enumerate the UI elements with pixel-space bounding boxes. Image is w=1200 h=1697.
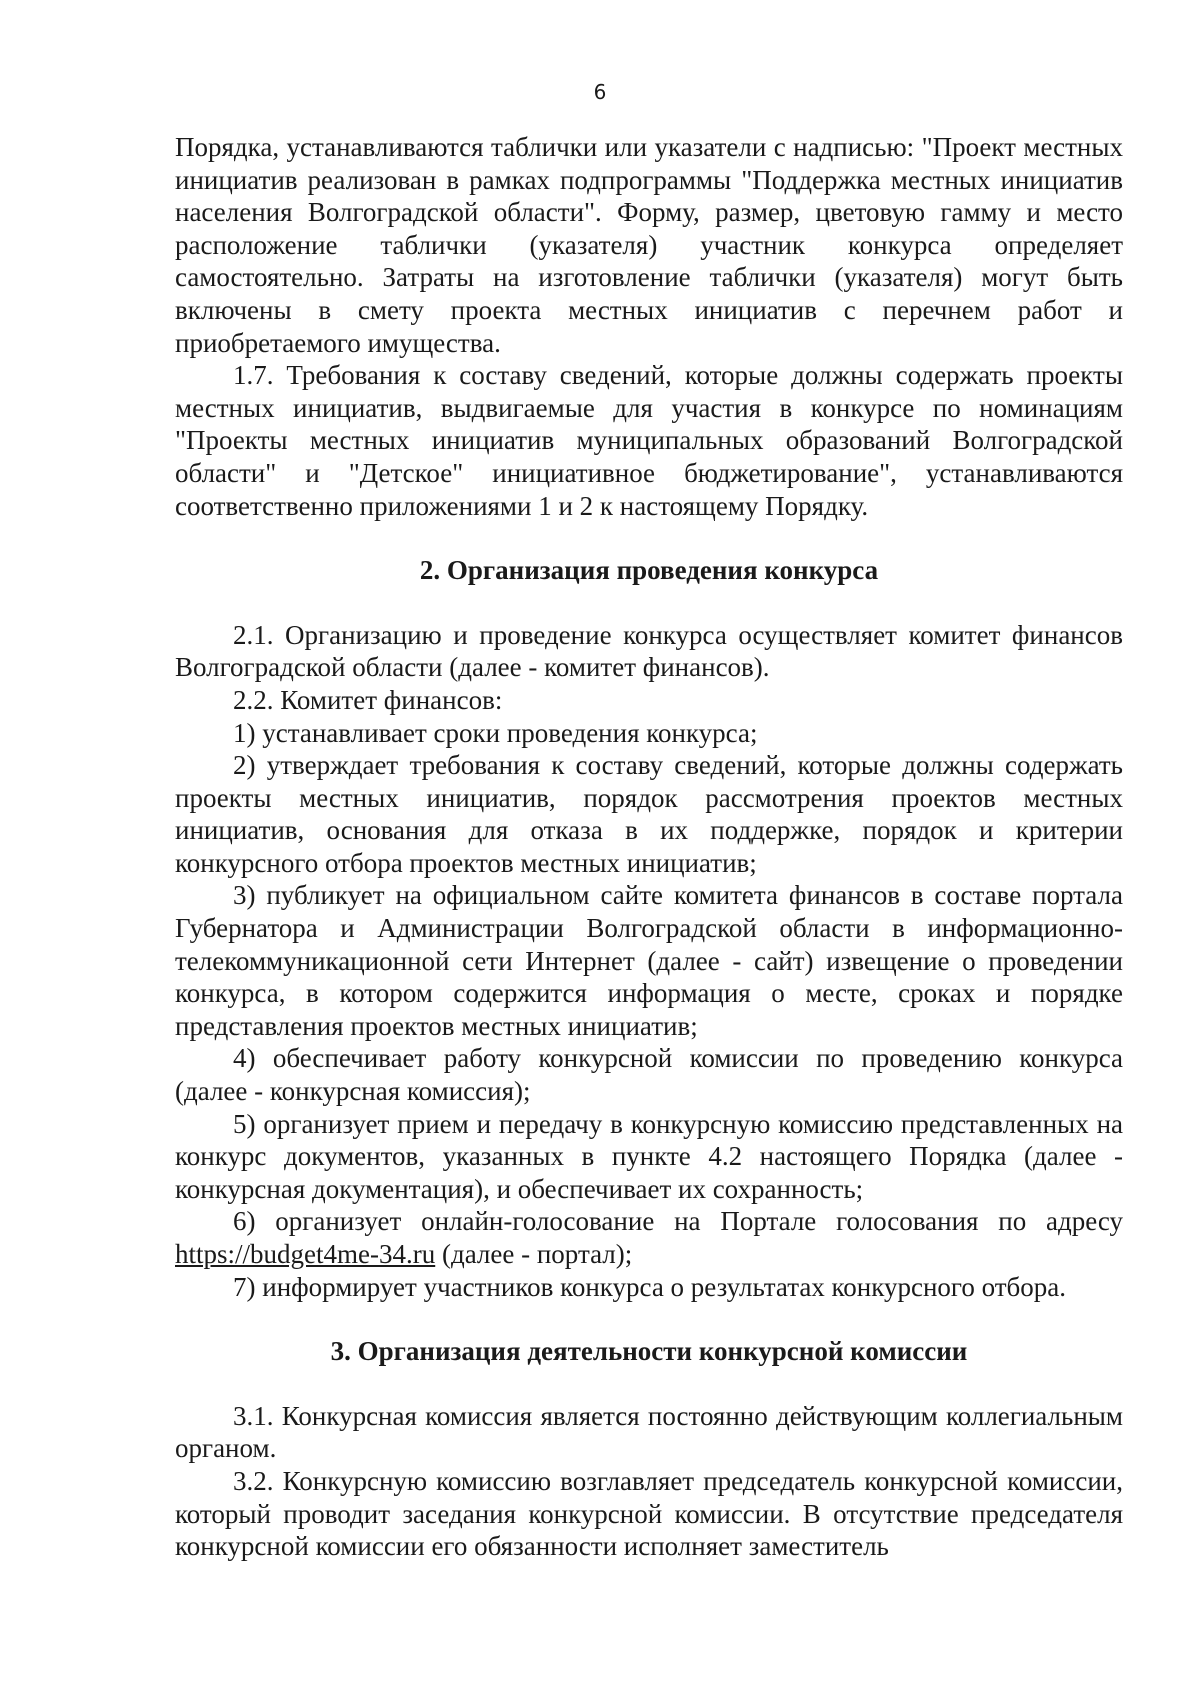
list-item-2: 2) утверждает требования к составу сведений, которые должны содержать проекты местных инициатив, порядок рассмотрения проектов местных инициатив, основания для отказа в их поддержке, порядок и критерии конкурсного отбора проектов местных инициатив; [175,750,1123,878]
paragraph-3-2: 3.2. Конкурсную комиссию возглавляет председатель конкурсной комиссии, который проводит заседания конкурсной комиссии. В отсутствие председателя конкурсной комиссии его обязанности исполняет заместитель [175,1465,1123,1562]
list-item-7: 7) информирует участников конкурса о результатах конкурсного отбора. [233,1271,1066,1302]
paragraph-2-1: 2.1. Организацию и проведение конкурса осуществляет комитет финансов Волгоградской области (далее - комитет финансов). [175,619,1123,683]
portal-link[interactable]: https://budget4me-34.ru [175,1239,436,1269]
list-item-5: 5) организует прием и передачу в конкурсную комиссию представленных на конкурс документов, указанных в пункте 4.2 настоящего Порядка (далее - конкурсная документация), и обеспечивает их сохранность; [175,1108,1123,1204]
paragraph-2-2: 2.2. Комитет финансов: [233,684,503,715]
list-item-6-suffix: (далее - портал); [435,1239,633,1269]
list-item-6-text: 6) организует онлайн-голосование на Портале голосования по адресу [233,1206,1123,1237]
section-3-heading: 3. Организация деятельности конкурсной комиссии [330,1336,968,1367]
paragraph-1-7: 1.7. Требования к составу сведений, которые должны содержать проекты местных инициатив, выдвигаемые для участия в конкурсе по номинациям "Проекты местных инициатив муниципальных образований Волгоградской области" и "Детское" инициативное бюджетирование", устанавливаются соответственно приложениями 1 и 2 к настоящему Порядку. [175,360,1123,521]
page-number: 6 [593,80,607,104]
paragraph-3-1: 3.1. Конкурсная комиссия является постоянно действующим коллегиальным органом. [175,1400,1123,1464]
list-item-1: 1) устанавливает сроки проведения конкурса; [233,717,758,748]
list-item-3: 3) публикует на официальном сайте комитета финансов в составе портала Губернатора и Администрации Волгоградской области в информационно-телекоммуникационной сети Интернет (далее - сайт) извещение о проведении конкурса, в котором содержится информация о месте, сроках и порядке представления проектов местных инициатив; [175,880,1123,1041]
document-body [175,131,1123,1563]
list-item-4: 4) обеспечивает работу конкурсной комиссии по проведению конкурса (далее - конкурсная комиссия); [175,1043,1123,1107]
paragraph-continued: Порядка, устанавливаются таблички или указатели с надписью: "Проект местных инициатив реализован в рамках подпрограммы "Поддержка местных инициатив населения Волгоградской области". Форму, размер, цветовую гамму и место расположение таблички (указателя) участник конкурса определяет самостоятельно. Затраты на изготовление таблички (указателя) могут быть включены в смету проекта местных инициатив с перечнем работ и приобретаемого имущества. [175,132,1123,358]
section-2-heading: 2. Организация проведения конкурса [419,555,879,586]
list-item-6 [175,1205,1123,1270]
